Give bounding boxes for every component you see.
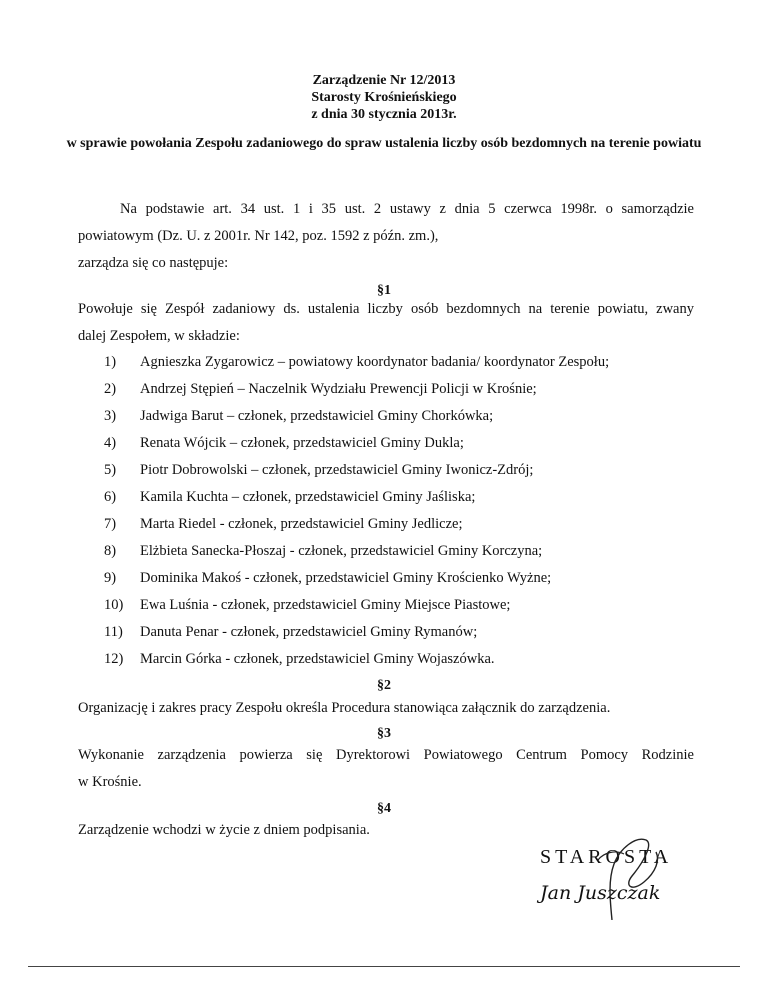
signature-stamp	[540, 830, 720, 920]
section4-text: Zarządzenie wchodzi w życie z dniem podpisania.	[78, 822, 370, 838]
section1-line-1: Powołuje się Zespół zadaniowy ds. ustalenia liczby osób bezdomnych na terenie powiatu, zwany	[78, 301, 694, 317]
list-item: 4) Renata Wójcik – członek, przedstawiciel Gminy Dukla;	[104, 435, 464, 451]
list-item: 10) Ewa Luśnia - członek, przedstawiciel Gminy Miejsce Piastowe;	[104, 597, 511, 613]
signature-title: STAROSTA	[540, 846, 673, 868]
section2-text: Organizację i zakres pracy Zespołu określa Procedura stanowiąca załącznik do zarządzenia.	[78, 700, 611, 716]
list-item: 12) Marcin Górka - członek, przedstawiciel Gminy Wojaszówka.	[104, 651, 495, 667]
signature-name: Jan Juszczak	[540, 882, 661, 904]
preamble-line-3: zarządza się co następuje:	[78, 255, 229, 271]
preamble-line-1: Na podstawie art. 34 ust. 1 i 35 ust. 2 ustawy z dnia 5 czerwca 1998r. o samorządzie	[120, 201, 694, 217]
list-item: 7) Marta Riedel - członek, przedstawiciel Gminy Jedlicze;	[104, 516, 463, 532]
decree-date: z dnia 30 stycznia 2013r.	[311, 107, 457, 122]
bottom-rule	[28, 966, 740, 967]
list-item: 3) Jadwiga Barut – członek, przedstawiciel Gminy Chorkówka;	[104, 408, 494, 424]
preamble-line-2: powiatowym (Dz. U. z 2001r. Nr 142, poz. 1592 z późn. zm.),	[78, 228, 439, 244]
section3-line-1: Wykonanie zarządzenia powierza się Dyrektorowi Powiatowego Centrum Pomocy Rodzinie	[78, 747, 694, 763]
list-item: 5) Piotr Dobrowolski – członek, przedstawiciel Gminy Iwonicz-Zdrój;	[104, 462, 534, 478]
section1-line-2: dalej Zespołem, w składzie:	[78, 328, 240, 344]
decree-issuer: Starosty Krośnieńskiego	[311, 90, 457, 105]
list-item: 11) Danuta Penar - członek, przedstawiciel Gminy Rymanów;	[104, 624, 478, 640]
handwritten-signature	[540, 830, 720, 920]
list-item: 2) Andrzej Stępień – Naczelnik Wydziału Prewencji Policji w Krośnie;	[104, 381, 537, 397]
decree-number: Zarządzenie Nr 12/2013	[312, 73, 456, 88]
paragraph-mark-2: §2	[377, 678, 391, 693]
list-item: 6) Kamila Kuchta – członek, przedstawiciel Gminy Jaśliska;	[104, 489, 476, 505]
decree-subject: w sprawie powołania Zespołu zadaniowego do spraw ustalenia liczby osób bezdomnych na terenie powiatu	[66, 136, 702, 151]
section3-line-2: w Krośnie.	[78, 774, 142, 790]
list-item: 8) Elżbieta Sanecka-Płoszaj - członek, przedstawiciel Gminy Korczyna;	[104, 543, 543, 559]
paragraph-mark-1: §1	[377, 283, 391, 298]
list-item: 9) Dominika Makoś - członek, przedstawiciel Gminy Krościenko Wyżne;	[104, 570, 552, 586]
list-item: 1) Agnieszka Zygarowicz – powiatowy koordynator badania/ koordynator Zespołu;	[104, 354, 610, 370]
paragraph-mark-4: §4	[377, 801, 391, 816]
paragraph-mark-3: §3	[377, 726, 391, 741]
